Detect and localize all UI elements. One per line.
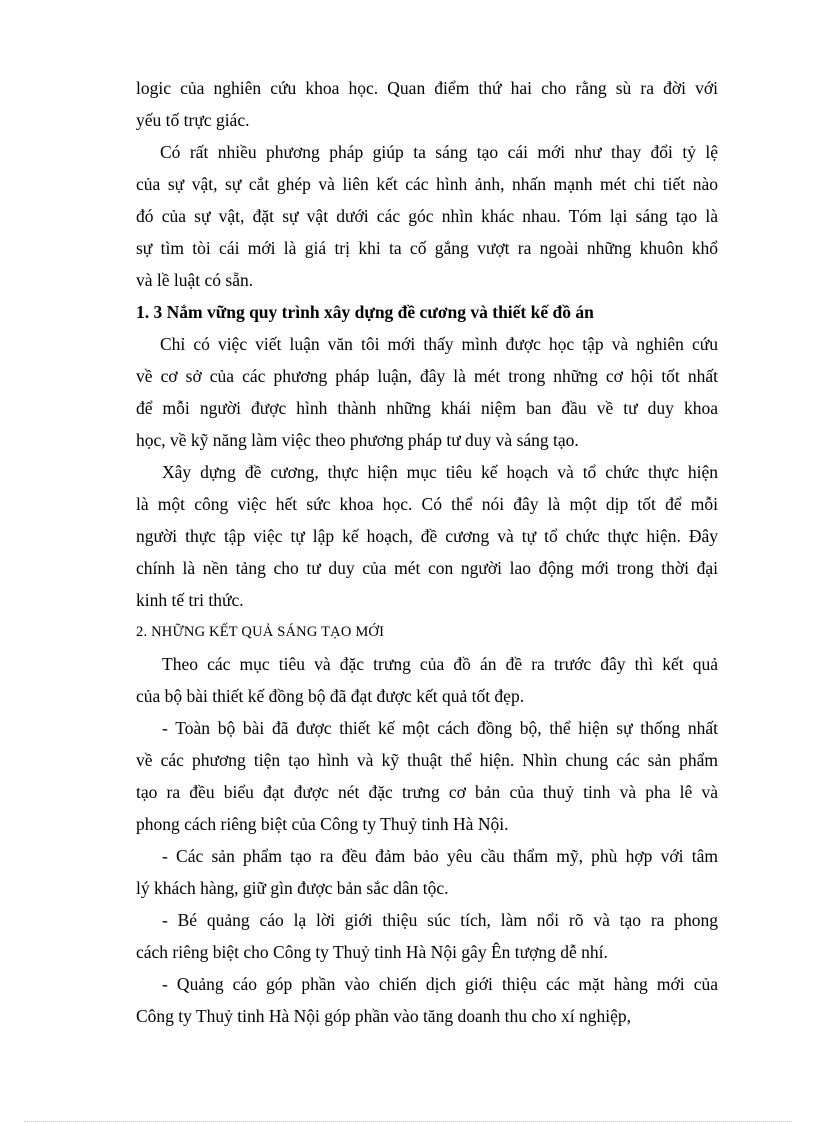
list-item-line: tạo ra đều biểu đạt được nét đặc trưng cơ bản của thuỷ tinh và pha lê và xyxy=(136,782,718,802)
list-item-line: - Các sản phẩm tạo ra đều đảm bảo yêu cầu thẩm mỹ, phù hợp với tâm xyxy=(162,846,718,866)
list-item-line: - Quảng cáo góp phần vào chiến dịch giới thiệu các mặt hàng mới của xyxy=(162,974,718,994)
paragraph-line: kinh tế tri thức. xyxy=(136,590,244,610)
paragraph-line: yếu tố trực giác. xyxy=(136,110,250,130)
paragraph-line: đó của sự vật, đặt sự vật dưới các góc nhìn khác nhau. Tóm lại sáng tạo là xyxy=(136,206,718,226)
paragraph-line: người thực tập việc tự lập kế hoạch, đề cương và tự tổ chức thực hiện. Đây xyxy=(136,526,718,546)
list-item-line: cách riêng biệt cho Công ty Thuỷ tinh Hà Nội gây Ên tượng dễ nhí. xyxy=(136,942,608,962)
page-bottom-divider xyxy=(24,1121,792,1122)
list-item-line: phong cách riêng biệt của Công ty Thuỷ tinh Hà Nội. xyxy=(136,814,509,834)
paragraph-line: Có rất nhiều phương pháp giúp ta sáng tạo cái mới như thay đổi tỷ lệ xyxy=(160,142,718,162)
paragraph-line: logic của nghiên cứu khoa học. Quan điểm thứ hai cho rằng sù ra đời với xyxy=(136,78,718,98)
document-body xyxy=(136,72,718,1032)
section-heading: 1. 3 Nắm vững quy trình xây dựng đề cương và thiết kế đồ án xyxy=(136,302,594,322)
paragraph-line: của sự vật, sự cắt ghép và liên kết các hình ảnh, nhấn mạnh mét chi tiết nào xyxy=(136,174,718,194)
paragraph-line: là một công việc hết sức khoa học. Có thể nói đây là một dịp tốt để mỗi xyxy=(136,494,718,514)
paragraph-line: Xây dựng đề cương, thực hiện mục tiêu kế hoạch và tổ chức thực hiện xyxy=(162,462,718,482)
paragraph-line: Chỉ có việc viết luận văn tôi mới thấy mình được học tập và nghiên cứu xyxy=(160,334,718,354)
paragraph-line: về cơ sở của các phương pháp luận, đây là mét trong những cơ hội tốt nhất xyxy=(136,366,718,386)
paragraph-line: học, về kỹ năng làm việc theo phương pháp tư duy và sáng tạo. xyxy=(136,430,579,450)
paragraph-line: của bộ bài thiết kế đồng bộ đã đạt được kết quả tốt đẹp. xyxy=(136,686,525,706)
paragraph-line: để mỗi người được hình thành những khái niệm ban đầu về tư duy khoa xyxy=(136,398,718,418)
list-item-line: Công ty Thuỷ tinh Hà Nội góp phần vào tăng doanh thu cho xí nghiệp, xyxy=(136,1006,631,1026)
paragraph-line: chính là nền tảng cho tư duy của mét con người lao động mới trong thời đại xyxy=(136,558,718,578)
list-item-line: - Bé quảng cáo lạ lời giới thiệu súc tích, làm nổi rõ và tạo ra phong xyxy=(162,910,718,930)
list-item-line: lý khách hàng, giữ gìn được bản sắc dân tộc. xyxy=(136,878,449,898)
list-item-line: về các phương tiện tạo hình và kỹ thuật thể hiện. Nhìn chung các sản phẩm xyxy=(136,750,718,770)
paragraph-line: Theo các mục tiêu và đặc trưng của đồ án đề ra trước đây thì kết quả xyxy=(162,654,718,674)
section-heading: 2. NHỮNG KẾT QUẢ SÁNG TẠO MỚI xyxy=(136,624,385,640)
paragraph-line: và lề luật có sẵn. xyxy=(136,270,254,290)
list-item-line: - Toàn bộ bài đã được thiết kế một cách đồng bộ, thể hiện sự thống nhất xyxy=(162,718,718,738)
paragraph-line: sự tìm tòi cái mới là giá trị khi ta cố gắng vượt ra ngoài những khuôn khổ xyxy=(136,238,718,258)
